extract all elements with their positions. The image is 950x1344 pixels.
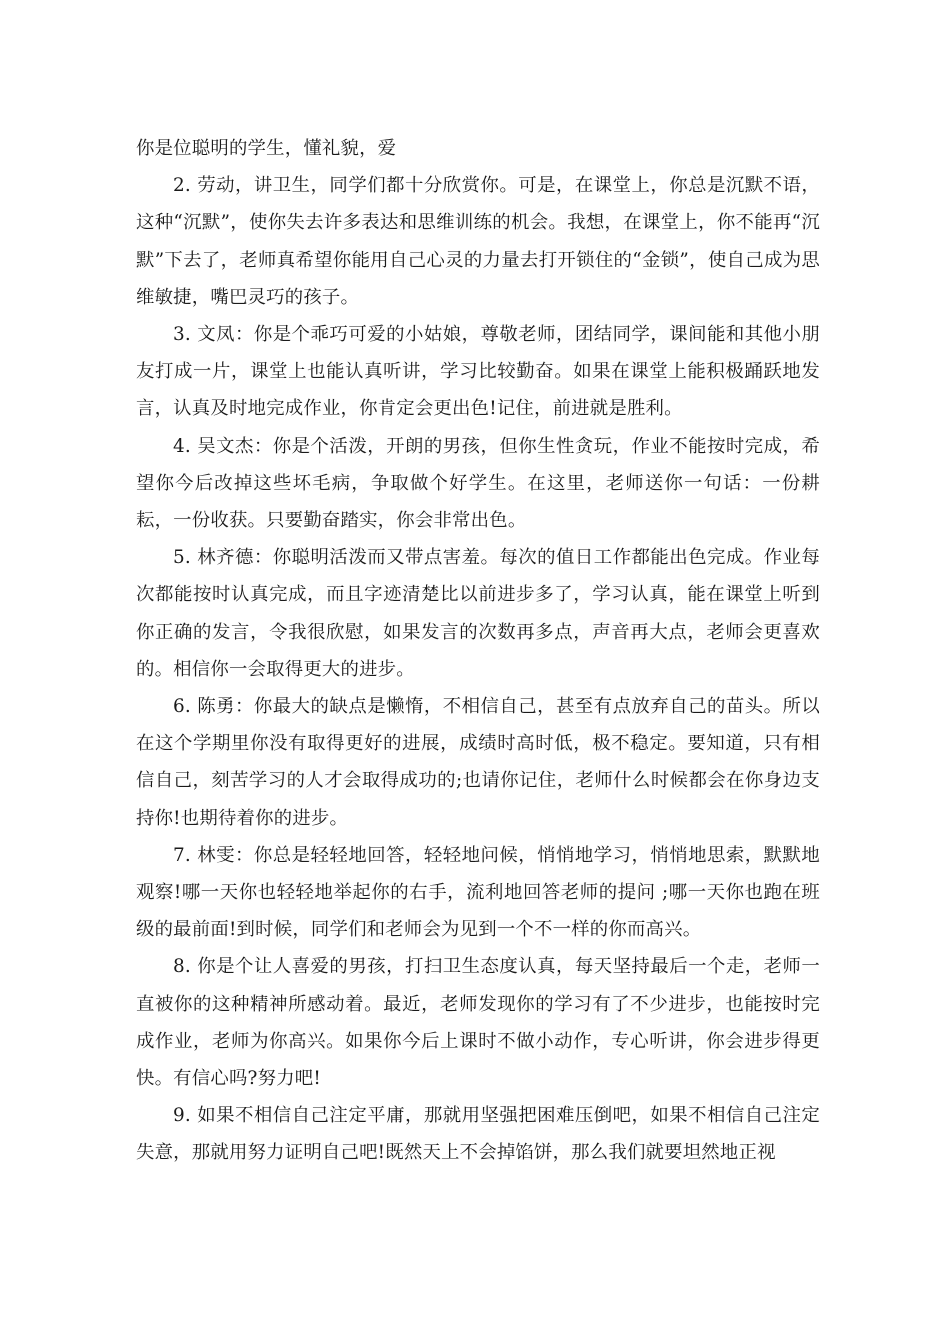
paragraph-item-7: 7. 林雯：你总是轻轻地回答，轻轻地问候，悄悄地学习，悄悄地思索，默默地观察!哪一天你也轻轻地举起你的右手，流利地回答老师的提问 ;哪一天你也跑在班级的最前面!到时候，同学们和老师会为见到一个不一样的你而高兴。 bbox=[136, 844, 820, 941]
paragraph-item-2: 2. 劳动，讲卫生，同学们都十分欣赏你。可是，在课堂上，你总是沉默不语，这种“沉默”，使你失去许多表达和思维训练的机会。我想，在课堂上，你不能再“沉默”下去了，老师真希望你能用自己心灵的力量去打开锁住的“金锁”，使自己成为思维敏捷，嘴巴灵巧的孩子。 bbox=[136, 175, 820, 308]
document-body bbox=[136, 130, 820, 1172]
paragraph-item-5: 5. 林齐德：你聪明活泼而又带点害羞。每次的值日工作都能出色完成。作业每次都能按时认真完成，而且字迹清楚比以前进步多了，学习认真，能在课堂上听到你正确的发言，令我很欣慰，如果发言的次数再多点，声音再大点，老师会更喜欢的。相信你一会取得更大的进步。 bbox=[136, 547, 820, 680]
paragraph-item-6: 6. 陈勇：你最大的缺点是懒惰，不相信自己，甚至有点放弃自己的苗头。所以在这个学期里你没有取得更好的进展，成绩时高时低，极不稳定。要知道，只有相信自己，刻苦学习的人才会取得成功的;也请你记住，老师什么时候都会在你身边支持你!也期待着你的进步。 bbox=[136, 696, 820, 829]
paragraph-item-8: 8. 你是个让人喜爱的男孩，打扫卫生态度认真，每天坚持最后一个走，老师一直被你的这种精神所感动着。最近，老师发现你的学习有了不少进步，也能按时完成作业，老师为你高兴。如果你今后上课时不做小动作，专心听讲，你会进步得更快。有信心吗?努力吧! bbox=[136, 956, 820, 1090]
paragraph-item-4: 4. 吴文杰：你是个活泼，开朗的男孩，但你生性贪玩，作业不能按时完成，希望你今后改掉这些坏毛病，争取做个好学生。在这里，老师送你一句话：一份耕耘，一份收获。只要勤奋踏实，你会非常出色。 bbox=[136, 435, 820, 532]
paragraph-item-9: 9. 如果不相信自己注定平庸，那就用坚强把困难压倒吧，如果不相信自己注定失意，那就用努力证明自己吧!既然天上不会掉馅饼，那么我们就要坦然地正视 bbox=[136, 1105, 820, 1164]
paragraph-continuation: 你是位聪明的学生，懂礼貌，爱 bbox=[136, 138, 397, 159]
paragraph-item-3: 3. 文凤：你是个乖巧可爱的小姑娘，尊敬老师，团结同学，课间能和其他小朋友打成一片，课堂上也能认真听讲，学习比较勤奋。如果在课堂上能积极踊跃地发言，认真及时地完成作业，你肯定会更出色!记住，前进就是胜利。 bbox=[136, 324, 820, 420]
